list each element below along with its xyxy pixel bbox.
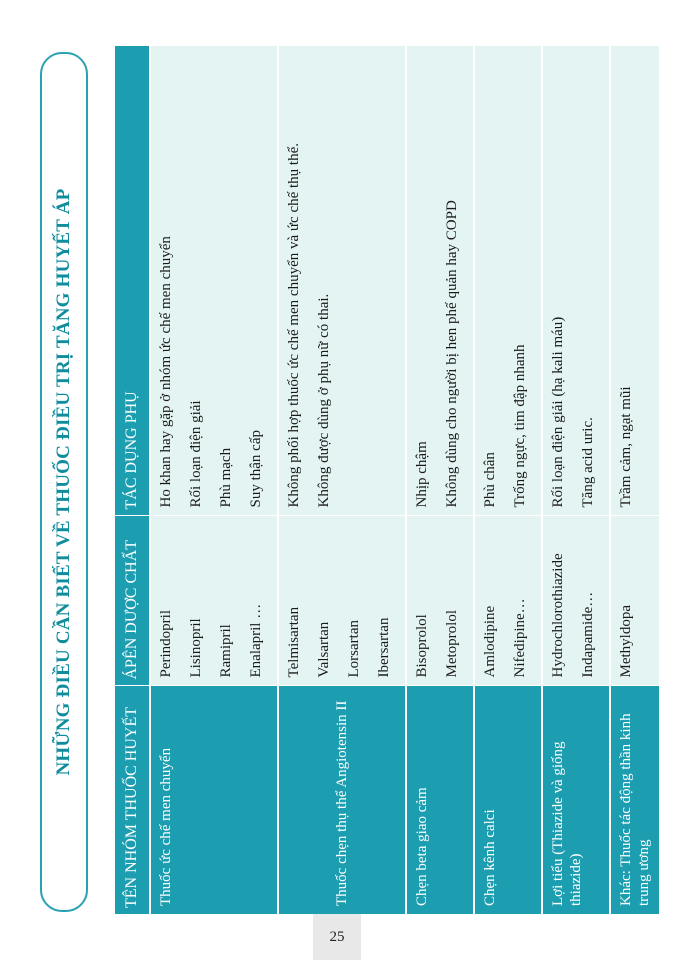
side-effect: Tăng acid uric. <box>580 417 596 508</box>
side-effect-list <box>150 46 278 516</box>
side-effect: Rối loạn điện giải <box>188 400 204 508</box>
table-row <box>542 46 610 914</box>
drug-list <box>406 516 474 686</box>
table-row <box>610 46 659 914</box>
side-effect: Không dùng cho người bị hen phế quản hay COPD <box>444 200 460 508</box>
drug-name: Nifedipine… <box>512 598 528 678</box>
drug-name: Hydrochlorothiazide <box>550 553 566 678</box>
table-row <box>406 46 474 914</box>
header-drug: ÁPÊN DƯỢC CHẤT <box>115 516 150 686</box>
group-name: Thuốc ức chế men chuyển <box>150 686 278 914</box>
side-effect: Không phối hợp thuốc ức chế men chuyển và ức chế thụ thể. <box>286 142 302 508</box>
drug-name: Perindopril <box>158 610 174 678</box>
drug-table-container <box>115 46 652 914</box>
side-effect: Không được dùng ở phụ nữ có thai. <box>316 293 332 508</box>
side-effect: Phù chân <box>482 452 498 508</box>
group-name: Chẹn beta giao cảm <box>406 686 474 914</box>
side-effect: Phù mạch <box>218 447 234 508</box>
drug-list <box>150 516 278 686</box>
group-name: Thuốc chẹn thụ thể Angiotensin II <box>278 686 406 914</box>
side-effect: Suy thận cấp <box>248 430 264 508</box>
group-name: Chẹn kênh calci <box>474 686 542 914</box>
side-effect: Ho khan hay gặp ở nhóm ức chế men chuyển <box>158 236 174 508</box>
table-header-row <box>115 46 150 914</box>
drug-name: Valsartan <box>316 621 332 678</box>
drug-table <box>115 46 659 915</box>
side-effect: Nhịp chậm <box>414 441 430 508</box>
drug-name: Bisoprolol <box>414 614 430 678</box>
table-row <box>474 46 542 914</box>
side-effect-list <box>278 46 406 516</box>
side-effect: Trầm cảm, ngạt mũi <box>618 386 634 508</box>
drug-name: Lorsartan <box>346 620 362 678</box>
drug-list <box>542 516 610 686</box>
drug-list <box>278 516 406 686</box>
drug-name: Indapamide… <box>580 591 596 678</box>
drug-name: Telmisartan <box>286 606 302 678</box>
drug-name: Methyldopa <box>618 605 634 678</box>
header-group: TÊN NHÓM THUỐC HUYẾT <box>115 686 150 914</box>
drug-name: Metoprolol <box>444 610 460 678</box>
drug-name: Enalapril … <box>248 603 264 678</box>
group-name: Khác: Thuốc tác động thần kinh trung ương <box>610 686 659 914</box>
drug-name: Amlodipine <box>482 605 498 678</box>
drug-list <box>610 516 659 686</box>
side-effect-list <box>610 46 659 516</box>
page-title: NHỮNG ĐIỀU CẦN BIẾT VỀ THUỐC ĐIỀU TRỊ TĂNG HUYẾT ÁP <box>53 188 74 776</box>
drug-list <box>474 516 542 686</box>
side-effect-list <box>406 46 474 516</box>
table-row <box>278 46 406 914</box>
drug-name: Ibersartan <box>376 617 392 678</box>
page-number: 25 <box>313 914 361 960</box>
group-name: Lợi tiểu (Thiazide và giống thiazide) <box>542 686 610 914</box>
drug-name: Ramipril <box>218 624 234 678</box>
side-effect: Rối loạn điện giải (hạ kali máu) <box>550 316 566 508</box>
table-row <box>150 46 278 914</box>
drug-name: Lisinopril <box>188 618 204 678</box>
side-effect-list <box>542 46 610 516</box>
side-effect-list <box>474 46 542 516</box>
side-effect: Trống ngực, tim đập nhanh <box>512 344 528 508</box>
header-side-effect: TÁC DỤNG PHỤ <box>115 46 150 516</box>
